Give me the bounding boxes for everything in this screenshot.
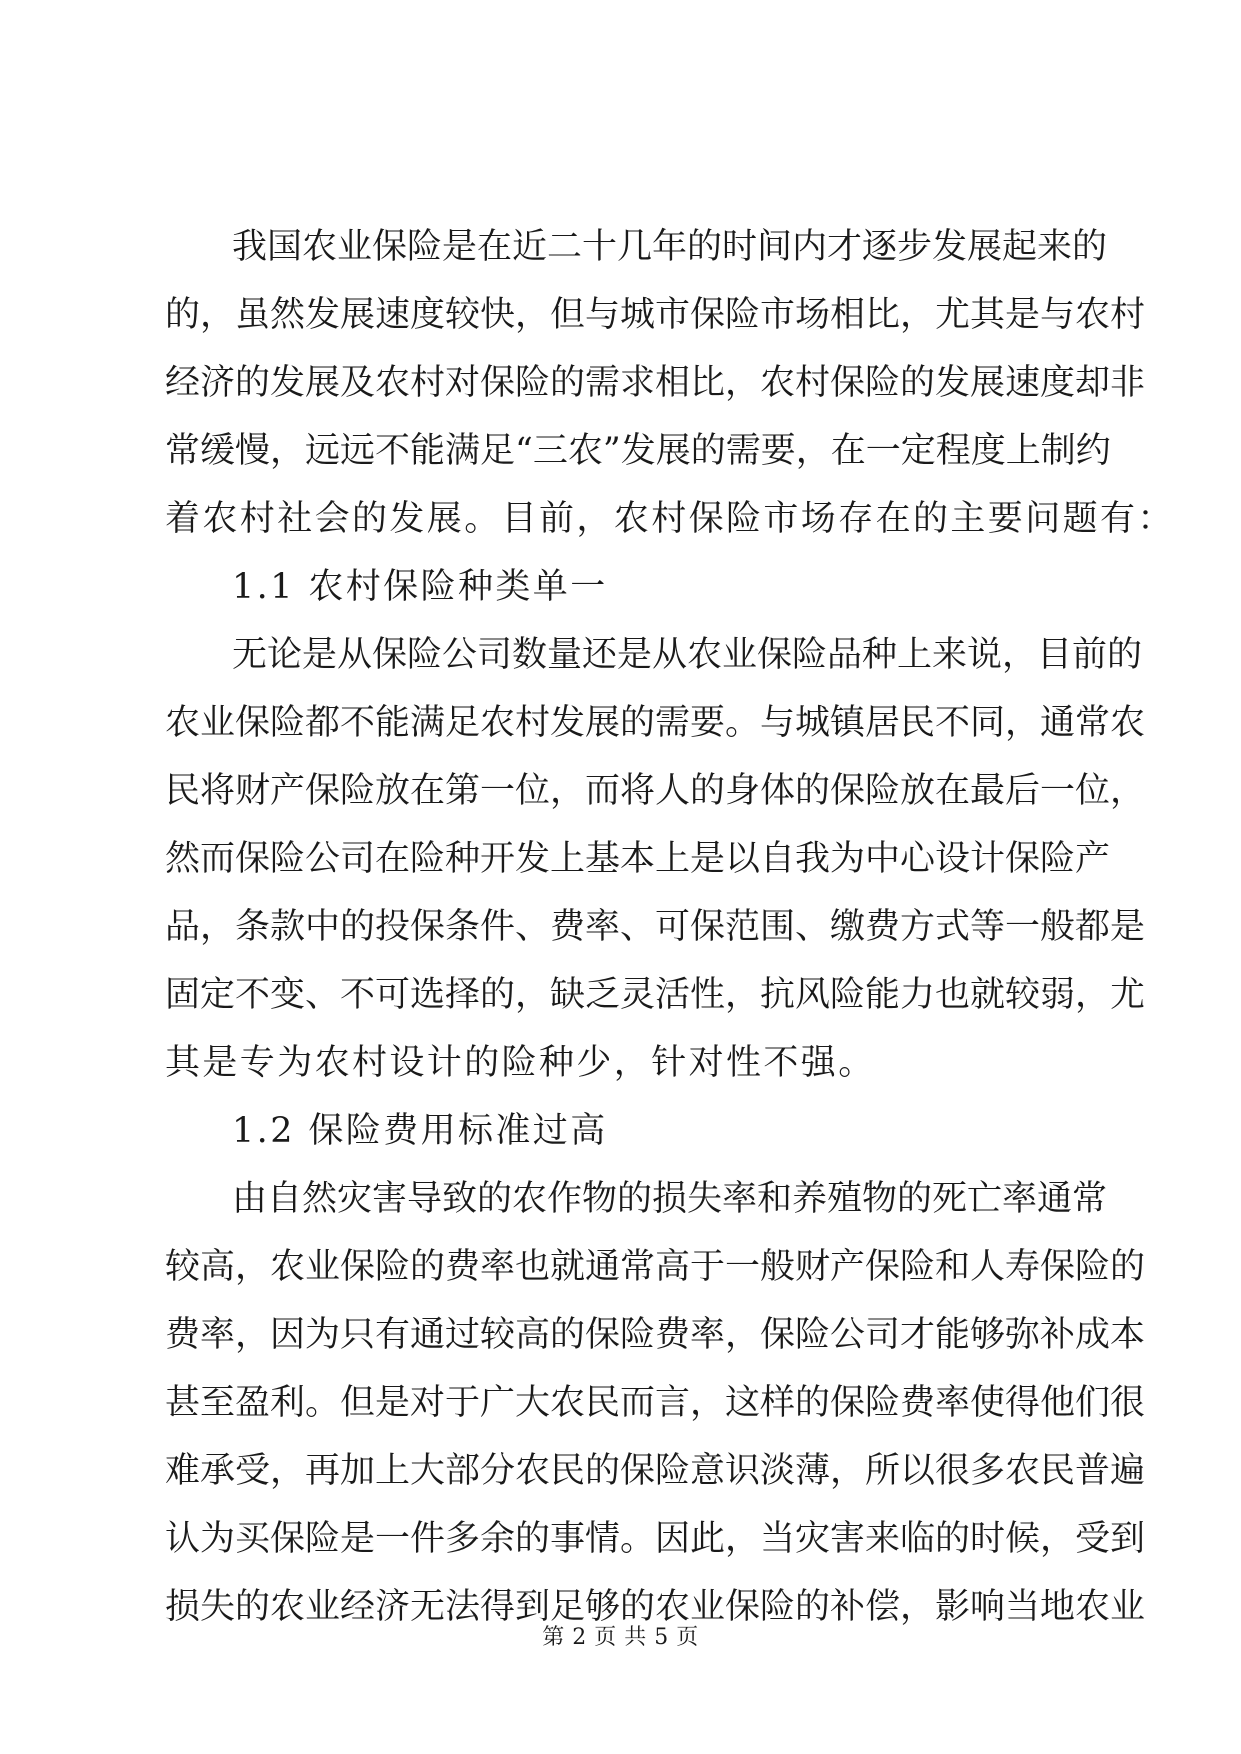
text-line: 无论是从保险公司数量还是从农业保险品种上来说，目前的 <box>232 635 1143 675</box>
text-line: 其是专为农村设计的险种少，针对性不强。 <box>165 1043 876 1083</box>
text-line: 难承受，再加上大部分农民的保险意识淡薄，所以很多农民普遍 <box>165 1451 1146 1491</box>
text-line: 费率，因为只有通过较高的保险费率，保险公司才能够弥补成本 <box>165 1315 1146 1355</box>
text-line: 认为买保险是一件多余的事情。因此，当灾害来临的时候，受到 <box>165 1519 1146 1559</box>
section-heading: 1.1 农村保险种类单一 <box>232 567 608 607</box>
text-line: 着农村社会的发展。目前，农村保险市场存在的主要问题有： <box>165 499 1175 539</box>
text-line: 甚至盈利。但是对于广大农民而言，这样的保险费率使得他们很 <box>165 1383 1146 1423</box>
text-line: 固定不变、不可选择的，缺乏灵活性，抗风险能力也就较弱，尤 <box>165 975 1146 1015</box>
text-line: 我国农业保险是在近二十几年的时间内才逐步发展起来的 <box>232 227 1108 267</box>
text-line: 品，条款中的投保条件、费率、可保范围、缴费方式等一般都是 <box>165 907 1146 947</box>
section-heading: 1.2 保险费用标准过高 <box>232 1111 608 1151</box>
text-line: 民将财产保险放在第一位，而将人的身体的保险放在最后一位， <box>165 771 1146 811</box>
text-line: 的，虽然发展速度较快，但与城市保险市场相比，尤其是与农村 <box>165 295 1146 335</box>
page-number-footer: 第 2 页 共 5 页 <box>542 1625 699 1650</box>
text-line: 由自然灾害导致的农作物的损失率和养殖物的死亡率通常 <box>232 1179 1108 1219</box>
text-line: 经济的发展及农村对保险的需求相比，农村保险的发展速度却非 <box>165 363 1146 403</box>
text-line: 然而保险公司在险种开发上基本上是以自我为中心设计保险产 <box>165 839 1111 879</box>
text-line: 常缓慢，远远不能满足“三农”发展的需要，在一定程度上制约 <box>165 431 1111 471</box>
text-line: 农业保险都不能满足农村发展的需要。与城镇居民不同，通常农 <box>165 703 1146 743</box>
text-line: 较高，农业保险的费率也就通常高于一般财产保险和人寿保险的 <box>165 1247 1146 1287</box>
text-line: 损失的农业经济无法得到足够的农业保险的补偿，影响当地农业 <box>165 1587 1146 1627</box>
